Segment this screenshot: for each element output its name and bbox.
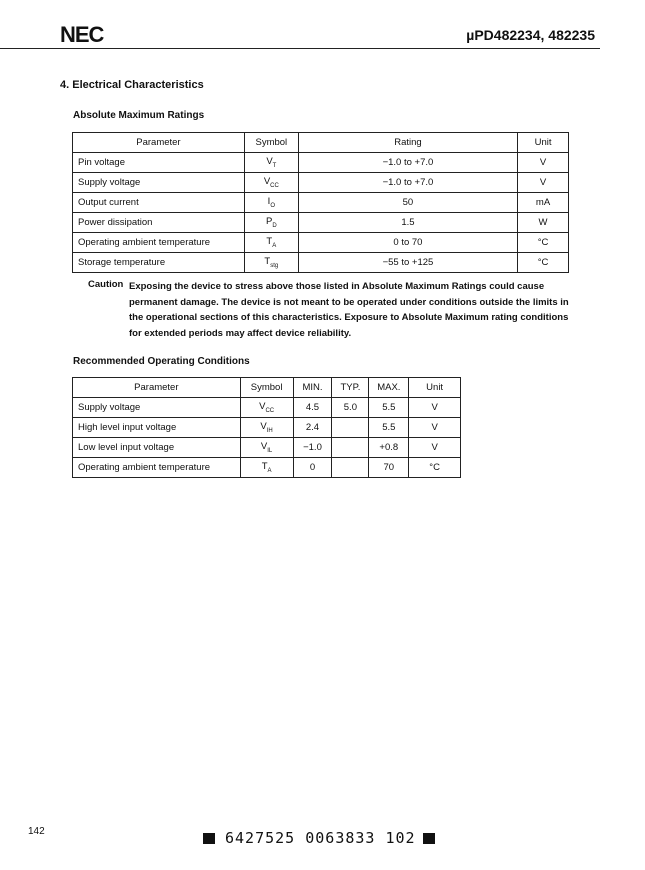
unit-cell: V: [409, 438, 461, 458]
unit-cell: V: [518, 153, 569, 173]
symbol-cell: $V_{IH}$: [240, 418, 293, 438]
parameter-cell: Supply voltage: [73, 173, 245, 193]
col-header: Parameter: [73, 133, 245, 153]
min-cell: 4.5: [293, 398, 332, 418]
rating-cell: −1.0 to +7.0: [298, 173, 517, 193]
absolute-max-table: [72, 132, 569, 273]
unit-cell: °C: [518, 253, 569, 273]
barcode-text: 6427525 0063833 102: [225, 829, 416, 847]
parameter-cell: Supply voltage: [73, 398, 241, 418]
parameter-cell: Output current: [73, 193, 245, 213]
col-header: TYP.: [332, 378, 369, 398]
unit-cell: V: [409, 418, 461, 438]
rating-cell: 50: [298, 193, 517, 213]
col-header: Symbol: [244, 133, 298, 153]
parameter-cell: Operating ambient temperature: [73, 458, 241, 478]
table-row: [73, 418, 461, 438]
table-row: [73, 438, 461, 458]
part-number: µPD482234, 482235: [466, 27, 595, 43]
caution-text: Exposing the device to stress above those listed in Absolute Maximum Ratings could cause permanent damage. The device is not meant to be operated under conditions outside the limits in the operational sections of this characteristics. Exposure to Absolute Maximum rating conditions for extended periods may affect device reliability.: [129, 281, 569, 339]
symbol-cell: $P_D$: [244, 213, 298, 233]
min-cell: 2.4: [293, 418, 332, 438]
rating-cell: −1.0 to +7.0: [298, 153, 517, 173]
table-row: [73, 153, 569, 173]
parameter-cell: Power dissipation: [73, 213, 245, 233]
unit-cell: V: [518, 173, 569, 193]
symbol-cell: $T_A$: [244, 233, 298, 253]
col-header: Parameter: [73, 378, 241, 398]
symbol-cell: $T_{stg}$: [244, 253, 298, 273]
table-row: [73, 398, 461, 418]
table-header-row: [73, 378, 461, 398]
recommended-title: Recommended Operating Conditions: [73, 356, 250, 367]
col-header: MAX.: [369, 378, 409, 398]
col-header: Rating: [298, 133, 517, 153]
max-cell: +0.8: [369, 438, 409, 458]
page-header: [0, 0, 645, 52]
max-cell: 5.5: [369, 398, 409, 418]
parameter-cell: Operating ambient temperature: [73, 233, 245, 253]
page-number: 142: [28, 826, 45, 837]
max-cell: 5.5: [369, 418, 409, 438]
col-header: Unit: [409, 378, 461, 398]
typ-cell: 5.0: [332, 398, 369, 418]
col-header: Unit: [518, 133, 569, 153]
unit-cell: °C: [518, 233, 569, 253]
table-row: [73, 253, 569, 273]
typ-cell: [332, 438, 369, 458]
symbol-cell: $V_T$: [244, 153, 298, 173]
typ-cell: [332, 458, 369, 478]
table-row: [73, 233, 569, 253]
symbol-cell: $I_O$: [244, 193, 298, 213]
caution-label: Caution: [88, 279, 124, 290]
rating-cell: 0 to 70: [298, 233, 517, 253]
rating-cell: −55 to +125: [298, 253, 517, 273]
unit-cell: W: [518, 213, 569, 233]
barcode-marker-left: [203, 833, 215, 844]
parameter-cell: Pin voltage: [73, 153, 245, 173]
recommended-table: [72, 377, 461, 478]
table-header-row: [73, 133, 569, 153]
header-rule: [0, 48, 600, 49]
col-header: Symbol: [240, 378, 293, 398]
table-row: [73, 213, 569, 233]
parameter-cell: Low level input voltage: [73, 438, 241, 458]
rating-cell: 1.5: [298, 213, 517, 233]
barcode-marker-right: [423, 833, 435, 844]
table-row: [73, 458, 461, 478]
parameter-cell: Storage temperature: [73, 253, 245, 273]
max-cell: 70: [369, 458, 409, 478]
symbol-cell: $T_A$: [240, 458, 293, 478]
col-header: MIN.: [293, 378, 332, 398]
typ-cell: [332, 418, 369, 438]
symbol-cell: $V_{CC}$: [240, 398, 293, 418]
parameter-cell: High level input voltage: [73, 418, 241, 438]
table-row: [73, 193, 569, 213]
symbol-cell: $V_{IL}$: [240, 438, 293, 458]
symbol-cell: $V_{CC}$: [244, 173, 298, 193]
unit-cell: V: [409, 398, 461, 418]
min-cell: −1.0: [293, 438, 332, 458]
unit-cell: °C: [409, 458, 461, 478]
absolute-max-title: Absolute Maximum Ratings: [73, 110, 205, 121]
table-row: [73, 173, 569, 193]
unit-cell: mA: [518, 193, 569, 213]
nec-logo: NEC: [60, 22, 104, 47]
min-cell: 0: [293, 458, 332, 478]
section-title: 4. Electrical Characteristics: [60, 79, 204, 91]
